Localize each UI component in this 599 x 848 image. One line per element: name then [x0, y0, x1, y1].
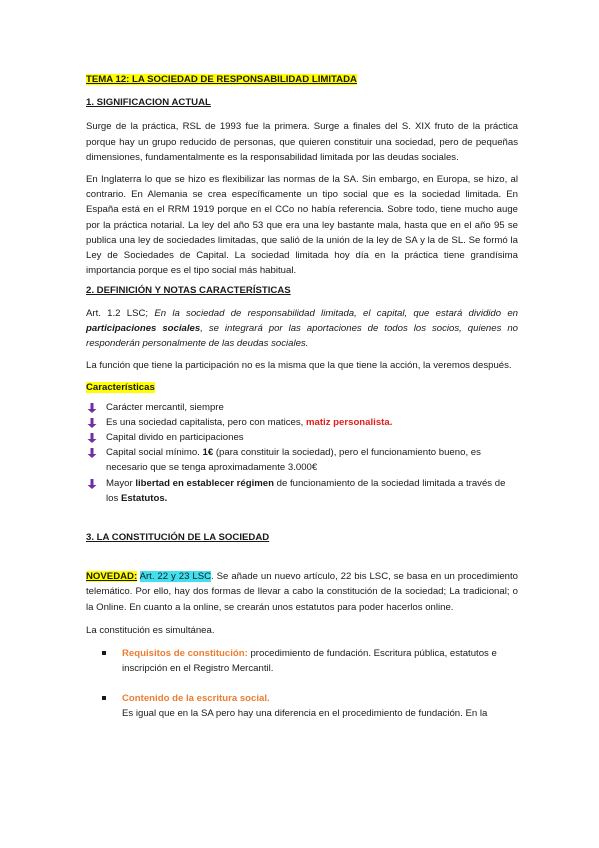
arrow-bullet-icon	[87, 418, 97, 428]
list-item: Capital social mínimo. 1€ (para constituir la sociedad), pero el funcionamiento bueno, es necesario que se tenga aproximadamente 3.000€	[106, 445, 518, 475]
square-bullet-icon	[102, 696, 106, 700]
section-2-article-quote: Art. 1.2 LSC; En la sociedad de responsabilidad limitada, el capital, que estará dividido en participaciones sociales, se integrará por las aportaciones de todos los socios, quienes no responderán personalmente de las deudas sociales.	[86, 307, 519, 350]
list-item: Carácter mercantil, siempre	[106, 400, 518, 415]
doc-title: TEMA 12: LA SOCIEDAD DE RESPONSABILIDAD LIMITADA	[86, 74, 357, 85]
section-3-heading: 3. LA CONSTITUCIÓN DE LA SOCIEDAD	[86, 532, 270, 544]
section-2-paragraph-2: La función que tiene la participación no es la misma que la que tiene la acción, la veremos después.	[86, 360, 512, 372]
arrow-bullet-icon	[87, 479, 97, 489]
list-item: Requisitos de constitución: procedimiento de fundación. Escritura pública, estatutos e inscripción en el Registro Mercantil.	[122, 646, 518, 676]
list-item: Es una sociedad capitalista, pero con matices, matiz personalista.	[106, 415, 518, 430]
arrow-bullet-icon	[87, 433, 97, 443]
list-item: Mayor libertad en establecer régimen de funcionamiento de la sociedad limitada a través de los Estatutos.	[106, 476, 518, 506]
section-1-paragraph-1: Surge de la práctica, RSL de 1993 fue la primera. Surge a finales del S. XIX fruto de la práctica porque hay un grupo reducido de personas, que quieren constituir una sociedad, pero de pequeñas dimensiones, fundamentalmente es la responsabilidad limitada por las deudas sociales.	[86, 121, 518, 163]
square-bullet-icon	[102, 651, 106, 655]
section-2-heading: 2. DEFINICIÓN Y NOTAS CARACTERÍSTICAS	[86, 285, 291, 297]
characteristics-heading: Características	[86, 382, 155, 394]
arrow-bullet-icon	[87, 403, 97, 413]
section-1-paragraph-2: En Inglaterra lo que se hizo es flexibilizar las normas de la SA. Sin embargo, en Europa, se hizo, al contrario. En Alemania se crea específicamente un tipo social que es la sociedad limitada. En España está en el RRM 1919 porque en el CCo no había referencia. Sobre todo, tiene mucho auge por la práctica notarial. La ley del año 53 que era una ley bastante mala, hasta que en el año 95 se publica una ley de sociedades limitadas, que salió de la unión de la ley de SA y la de SL. Se formó la Ley de Sociedades de Capital. La sociedad limitada hoy día en la práctica tiene grandísima importancia porque es el tipo social más habitual.	[86, 174, 518, 277]
simultanea-paragraph: La constitución es simultánea.	[86, 624, 215, 636]
section-1-heading: 1. SIGNIFICACION ACTUAL	[86, 97, 211, 109]
constitution-list	[86, 646, 518, 721]
characteristics-list	[86, 400, 518, 506]
arrow-bullet-icon	[87, 448, 97, 458]
list-item: Capital divido en participaciones	[106, 430, 518, 445]
list-item: Contenido de la escritura social. Es igual que en la SA pero hay una diferencia en el procedimiento de fundación. En la	[122, 691, 518, 721]
novedad-paragraph: NOVEDAD: Art. 22 y 23 LSC. Se añade un nuevo artículo, 22 bis LSC, se basa en un procedimiento telemático. Por ello, hay dos formas de llevar a cabo la constitución de la sociedad; La tradicional; o la Online. En cuanto a la online, se crearán unos estatutos para poder hacerlos online.	[86, 571, 519, 613]
document-body	[86, 72, 518, 721]
